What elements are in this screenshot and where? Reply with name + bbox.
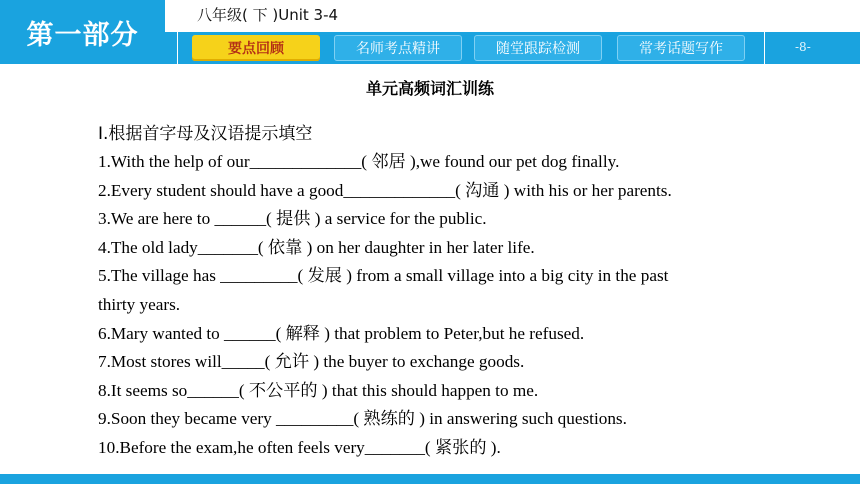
- exercise-line: 10.Before the exam,he often feels very_______( 紧张的 ).: [98, 437, 501, 457]
- tab-teacher-explanation[interactable]: 名师考点精讲: [334, 35, 462, 61]
- exercise-line: 1.With the help of our_____________( 邻居 ),we found our pet dog finally.: [98, 152, 620, 171]
- bottom-bar: [0, 474, 860, 484]
- tab-in-class-test[interactable]: 随堂跟踪检测: [474, 35, 602, 61]
- page-number: -8-: [795, 40, 811, 54]
- exercise-line: 4.The old lady_______( 依靠 ) on her daughter in her later life.: [98, 237, 535, 257]
- section-title: 单元高频词汇训练: [365, 79, 494, 98]
- exercise-line: 9.Soon they became very _________( 熟练的 ) in answering such questions.: [98, 409, 627, 429]
- exercise-content: [98, 120, 818, 463]
- exercise-line: 3.We are here to ______( 提供 ) a service for the public.: [98, 209, 487, 229]
- exercise-line: thirty years.: [98, 294, 181, 314]
- part-title: 第一部分: [0, 0, 165, 64]
- tab-divider: [764, 32, 765, 64]
- exercise-line: 6.Mary wanted to ______( 解释 ) that problem to Peter,but he refused.: [98, 323, 585, 343]
- exercise-line: 2.Every student should have a good_____________( 沟通 ) with his or her parents.: [98, 180, 672, 200]
- exercise-line: 7.Most stores will_____( 允许 ) the buyer to exchange goods.: [98, 352, 525, 372]
- exercise-line: 5.The village has _________( 发展 ) from a small village into a big city in the past: [98, 266, 669, 286]
- exercise-line: 8.It seems so______( 不公平的 ) that this should happen to me.: [98, 380, 539, 400]
- tab-divider: [177, 32, 178, 64]
- tab-key-points-review[interactable]: 要点回顾: [192, 35, 320, 61]
- grade-unit-title: 八年级( 下 )Unit 3-4: [197, 6, 339, 24]
- instruction-heading: Ⅰ.根据首字母及汉语提示填空: [98, 124, 313, 144]
- tab-topic-writing[interactable]: 常考话题写作: [617, 35, 745, 61]
